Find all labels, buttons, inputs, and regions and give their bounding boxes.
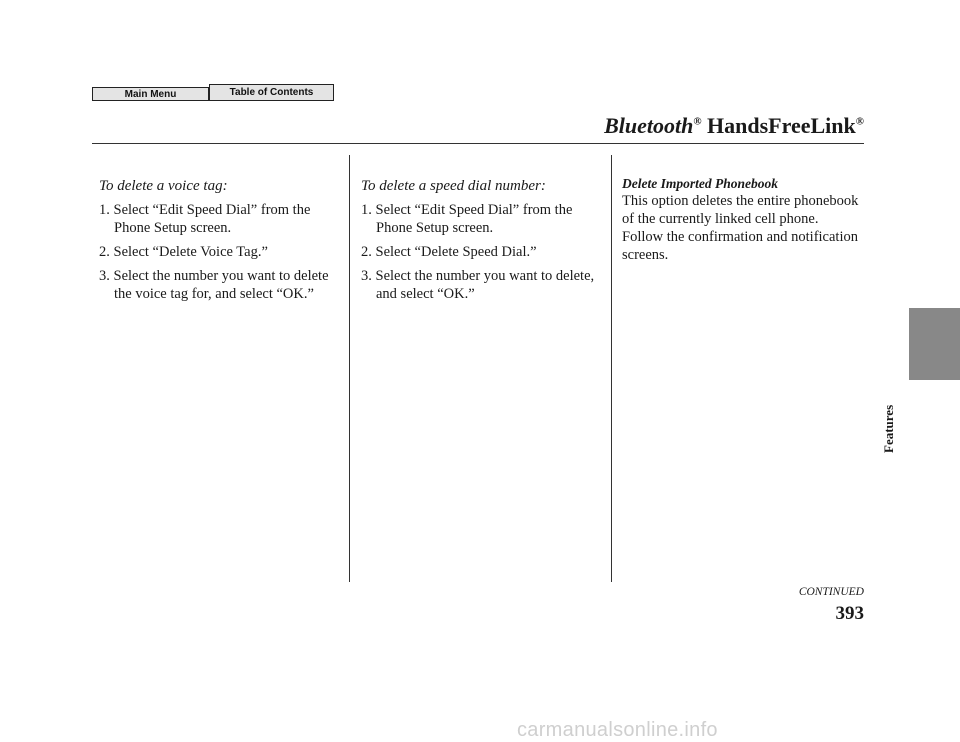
column-delete-voice-tag: [99, 177, 339, 309]
header-divider: [92, 143, 864, 144]
side-section-label: [879, 385, 896, 455]
column-delete-speed-dial: [361, 177, 601, 309]
side-section-label-text: Features: [881, 404, 896, 453]
registered-mark-1: ®: [693, 115, 702, 128]
section-body: This option deletes the entire phonebook of the currently linked cell phone. Follow the confirmation and notification screens.: [622, 193, 859, 263]
watermark-text: carmanualsonline.info: [517, 719, 718, 741]
step-1: 1. Select “Edit Speed Dial” from the Phone Setup screen.: [99, 202, 311, 236]
column-divider-1: [349, 155, 350, 582]
header-title-bluetooth: Bluetooth: [604, 113, 694, 138]
step-2: 2. Select “Delete Voice Tag.”: [99, 244, 268, 260]
step-3: 3. Select the number you want to delete, and select “OK.”: [361, 268, 595, 302]
page-number: 393: [835, 603, 864, 624]
header-title-handsfreelink: HandsFreeLink: [707, 113, 856, 138]
step-3: 3. Select the number you want to delete the voice tag for, and select “OK.”: [99, 268, 329, 302]
page-header-title: [604, 113, 864, 139]
column-divider-2: [611, 155, 612, 582]
step-2: 2. Select “Delete Speed Dial.”: [361, 244, 537, 260]
main-menu-button[interactable]: Main Menu: [92, 87, 209, 101]
section-heading: To delete a speed dial number:: [361, 178, 546, 194]
table-of-contents-button[interactable]: Table of Contents: [209, 84, 334, 101]
column-delete-imported-phonebook: [622, 175, 862, 264]
step-1: 1. Select “Edit Speed Dial” from the Phone Setup screen.: [361, 202, 573, 236]
registered-mark-2: ®: [855, 115, 864, 128]
section-heading: Delete Imported Phonebook: [622, 176, 778, 191]
continued-label: CONTINUED: [798, 586, 864, 598]
section-heading: To delete a voice tag:: [99, 178, 228, 194]
section-thumb-tab: [909, 308, 960, 380]
